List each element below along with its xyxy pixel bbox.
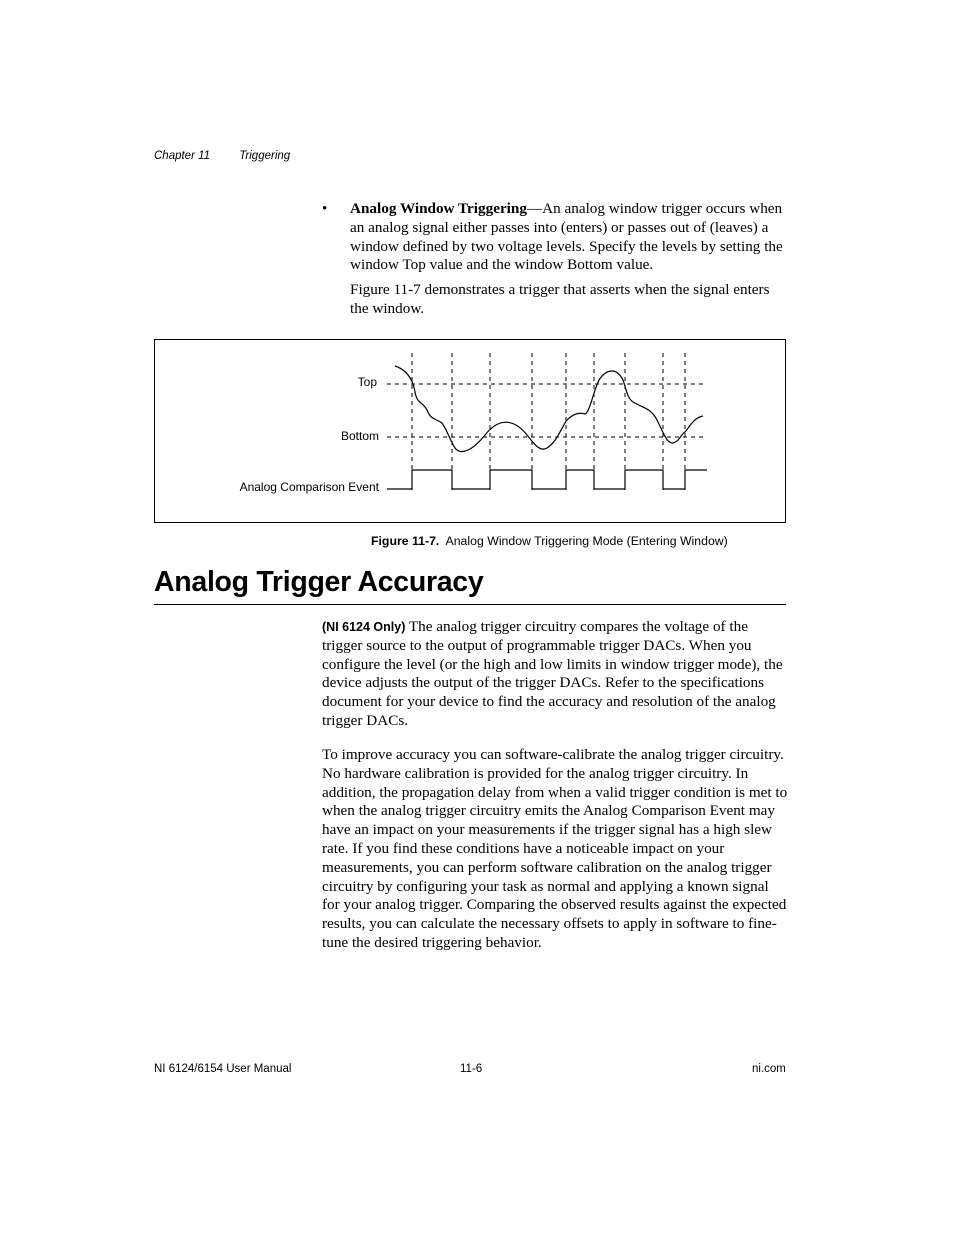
figure-caption <box>371 534 728 548</box>
device-tag: (NI 6124 Only) <box>322 620 406 634</box>
bullet-text: —An analog window trigger occurs when an analog signal either passes into (enters) or passes out of (leaves) a window defined by two voltage levels. Specify the levels by setting the window Top value and the window Bottom value. <box>350 200 783 274</box>
bottom-label: Bottom <box>340 429 379 443</box>
footer-manual-title: NI 6124/6154 User Manual <box>154 1063 292 1075</box>
footer-page-number: 11-6 <box>460 1063 483 1075</box>
top-label: Top <box>357 375 377 389</box>
figure-caption-text: Analog Window Triggering Mode (Entering Window) <box>445 534 728 548</box>
analog-signal-waveform <box>395 366 703 452</box>
paragraph-accuracy-intro-text: The analog trigger circuitry compares the voltage of the trigger source to the output of programmable trigger DACs. When you configure the level (or the high and low limits in window trigger mode), the device adjusts the output of the trigger DACs. Refer to the specifications document for your device to find the accuracy and resolution of the analog trigger DACs. <box>322 618 783 729</box>
paragraph-calibration: To improve accuracy you can software-calibrate the analog trigger circuitry. No hardware calibration is provided for the analog trigger circuitry. In addition, the propagation delay from when a valid trigger condition is met to when the analog trigger circuitry emits the Analog Comparison Event may have an impact on your measurements if the trigger signal has a high slew rate. If you find these conditions have a noticeable impact on your measurements, you can perform software calibration on the analog trigger circuitry by configuring your task as normal and applying a known signal for your analog trigger. Comparing the observed results against the expected results, you can calculate the necessary offsets to apply in software to fine-tune the desired triggering behavior. <box>322 746 788 951</box>
bullet-paragraph <box>350 200 788 275</box>
paragraph-accuracy-intro <box>322 618 788 731</box>
footer-website: ni.com <box>752 1063 786 1075</box>
section-rule <box>154 604 786 605</box>
bullet-item <box>322 200 788 275</box>
figure-caption-number: Figure 11-7. <box>371 534 440 548</box>
analog-comparison-event-pulse-train <box>387 470 707 489</box>
running-head-section: Triggering <box>239 150 291 162</box>
bullet-follow-text: Figure 11-7 demonstrates a trigger that asserts when the signal enters the window. <box>350 281 770 317</box>
figure-window-triggering <box>154 339 786 523</box>
running-head-chapter: Chapter 11 <box>154 150 211 162</box>
figure-diagram <box>155 340 785 522</box>
running-head <box>154 150 290 162</box>
bullet-dot: • <box>322 200 328 217</box>
bullet-block <box>322 200 788 319</box>
bullet-title: Analog Window Triggering <box>350 200 527 217</box>
section-title: Analog Trigger Accuracy <box>154 566 484 598</box>
event-label: Analog Comparison Event <box>239 480 379 494</box>
